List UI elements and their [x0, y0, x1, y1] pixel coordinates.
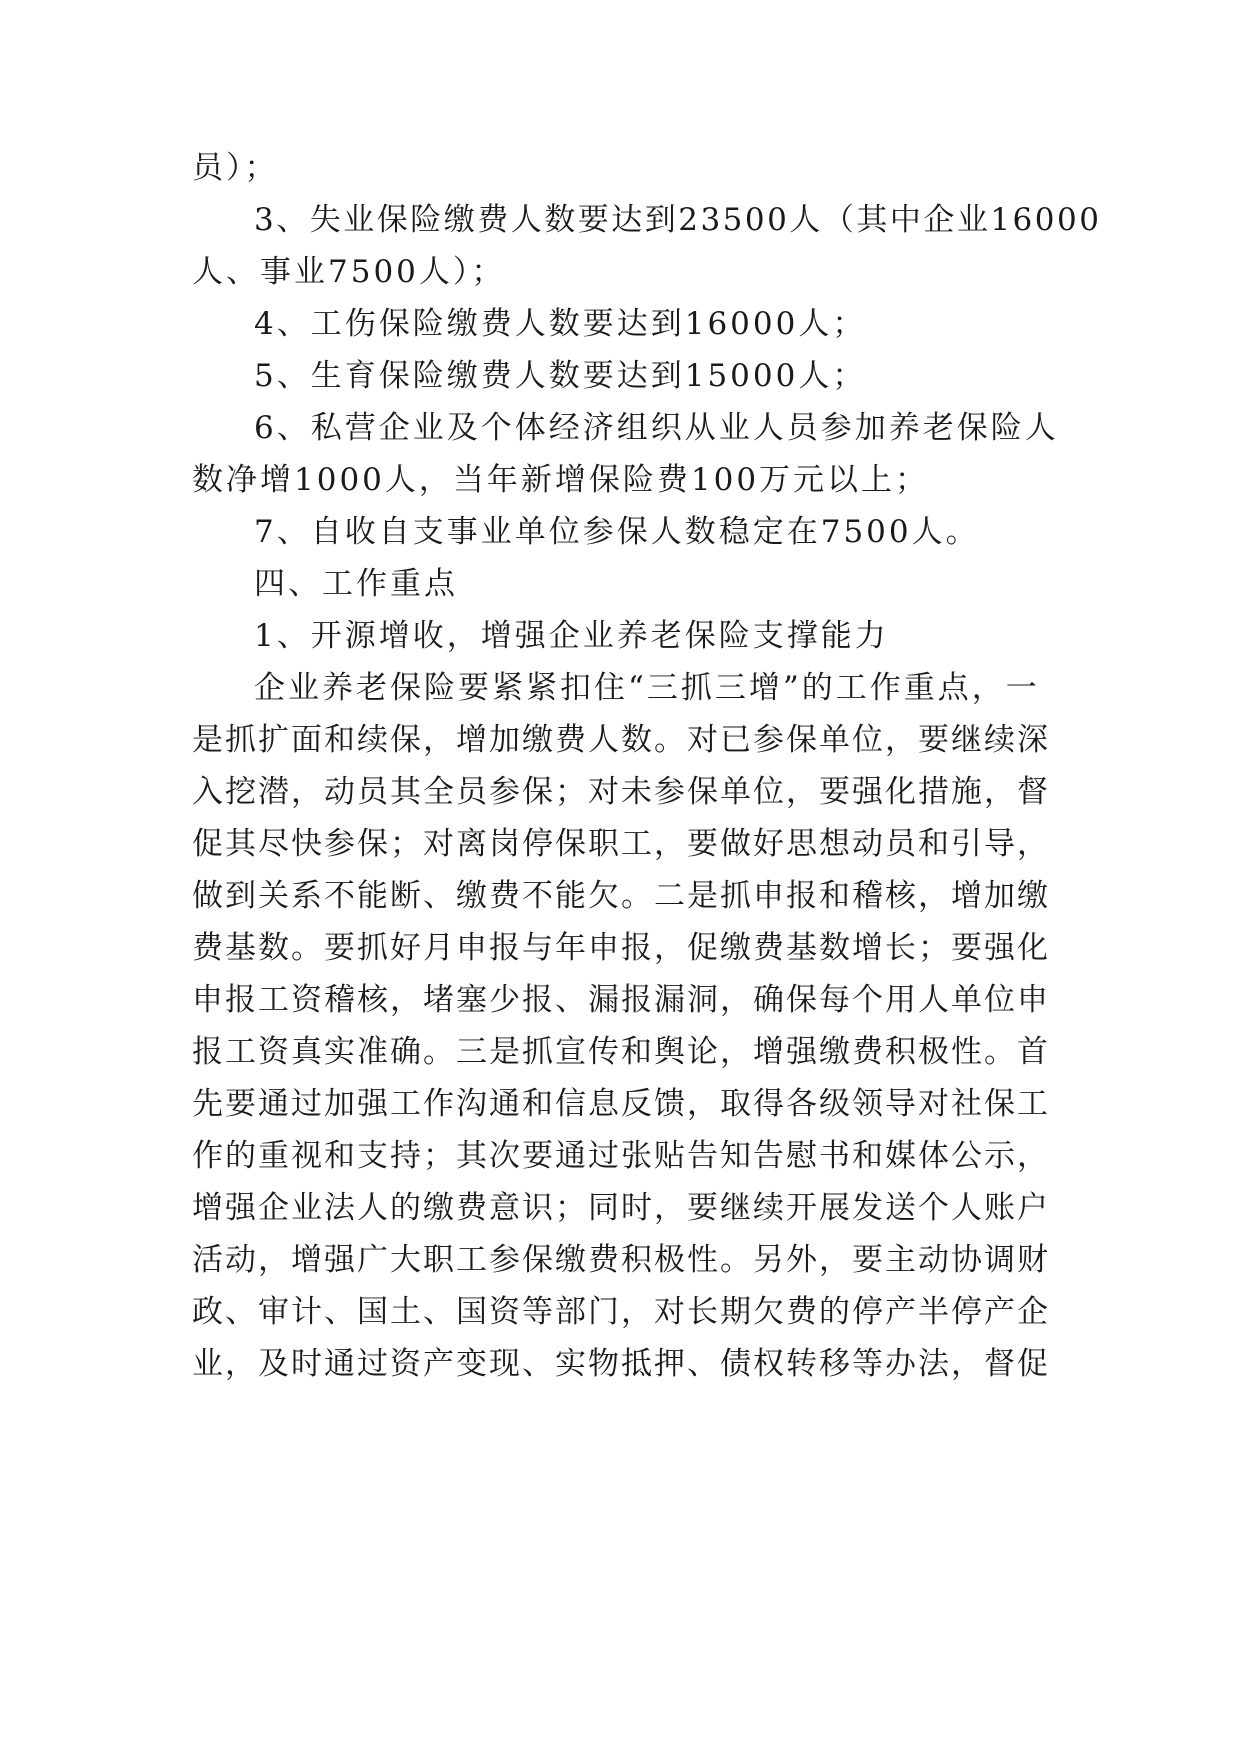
text-line: 7、自收自支事业单位参保人数稳定在7500人。	[254, 514, 980, 550]
text-line: 是抓扩面和续保，增加缴费人数。对已参保单位，要继续深	[192, 722, 1050, 758]
text-line: 5、生育保险缴费人数要达到15000人；	[254, 358, 867, 394]
text-line: 数净增1000人，当年新增保险费100万元以上；	[192, 462, 930, 498]
text-line: 申报工资稽核，堵塞少报、漏报漏洞，确保每个用人单位申	[192, 982, 1050, 1018]
text-line: 3、失业保险缴费人数要达到23500人（其中企业16000	[254, 202, 1102, 238]
text-line: 费基数。要抓好月申报与年申报，促缴费基数增长；要强化	[192, 930, 1050, 966]
text-line: 做到关系不能断、缴费不能欠。二是抓申报和稽核，增加缴	[192, 878, 1050, 914]
text-line: 活动，增强广大职工参保缴费积极性。另外，要主动协调财	[192, 1242, 1050, 1278]
text-line: 政、审计、国土、国资等部门，对长期欠费的停产半停产企	[192, 1294, 1050, 1330]
text-line: 报工资真实准确。三是抓宣传和舆论，增强缴费积极性。首	[192, 1034, 1050, 1070]
text-line: 增强企业法人的缴费意识；同时，要继续开展发送个人账户	[192, 1190, 1050, 1226]
text-line: 先要通过加强工作沟通和信息反馈，取得各级领导对社保工	[192, 1086, 1050, 1122]
text-line: 企业养老保险要紧紧扣住“三抓三增”的工作重点，一	[254, 670, 1040, 706]
text-line: 促其尽快参保；对离岗停保职工，要做好思想动员和引导，	[192, 826, 1050, 862]
text-line: 入挖潜，动员其全员参保；对未参保单位，要强化措施，督	[192, 774, 1050, 810]
section-heading: 四、工作重点	[254, 566, 458, 602]
subsection-heading: 1、开源增收，增强企业养老保险支撑能力	[254, 618, 889, 654]
text-line: 4、工伤保险缴费人数要达到16000人；	[254, 306, 867, 342]
text-line: 业，及时通过资产变现、实物抵押、债权转移等办法，督促	[192, 1346, 1050, 1382]
text-line: 人、事业7500人）；	[192, 254, 506, 290]
text-line: 员）；	[192, 150, 279, 186]
text-line: 作的重视和支持；其次要通过张贴告知告慰书和媒体公示，	[192, 1138, 1050, 1174]
text-line: 6、私营企业及个体经济组织从业人员参加养老保险人	[254, 410, 1059, 446]
